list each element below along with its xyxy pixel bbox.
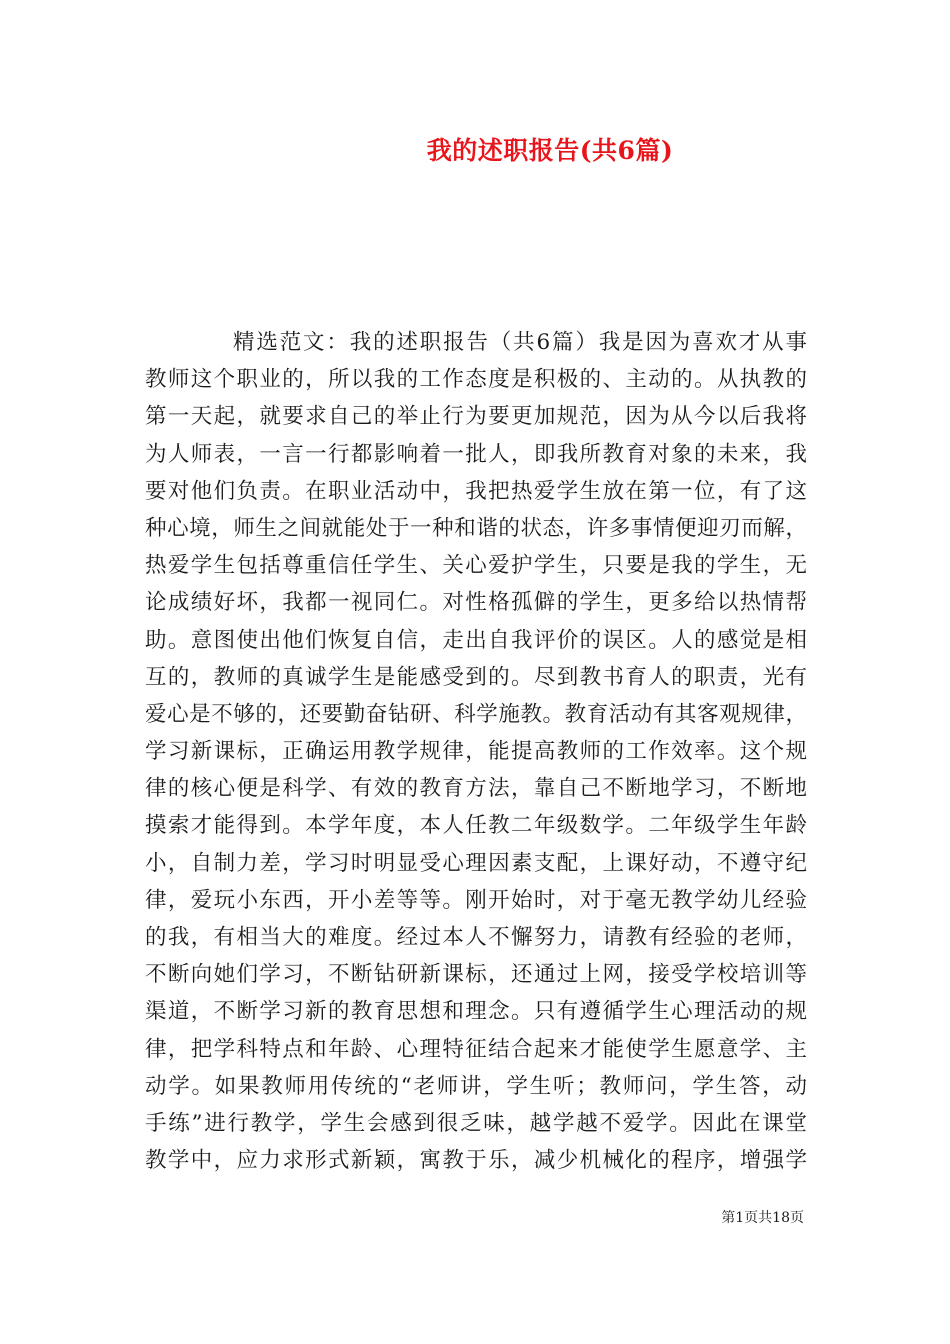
- body-line: 种心境，师生之间就能处于一种和谐的状态，许多事情便迎刃而解，: [145, 515, 807, 541]
- body-line: 热爱学生包括尊重信任学生、关心爱护学生，只要是我的学生，无: [145, 553, 807, 579]
- body-line: 律，爱玩小东西，开小差等等。刚开始时，对于毫无教学幼儿经验: [145, 887, 807, 913]
- body-line: 教师这个职业的，所以我的工作态度是积极的、主动的。从执教的: [145, 367, 807, 393]
- body-line: 精选范文：我的述职报告（共6篇）我是因为喜欢才从事: [233, 330, 807, 355]
- body-line: 摸索才能得到。本学年度，本人任教二年级数学。二年级学生年龄: [145, 813, 807, 839]
- document-title: 我的述职报告(共6篇): [426, 136, 674, 165]
- body-line: 律，把学科特点和年龄、心理特征结合起来才能使学生愿意学、主: [145, 1036, 807, 1062]
- body-line: 律的核心便是科学、有效的教育方法，靠自己不断地学习，不断地: [145, 776, 807, 802]
- body-line: 不断向她们学习，不断钻研新课标，还通过上网，接受学校培训等: [145, 962, 807, 988]
- body-line: 论成绩好坏，我都一视同仁。对性格孤僻的学生，更多给以热情帮: [145, 590, 807, 616]
- body-line: 要对他们负责。在职业活动中，我把热爱学生放在第一位，有了这: [145, 478, 807, 504]
- body-line: 爱心是不够的，还要勤奋钻研、科学施教。教育活动有其客观规律，: [145, 701, 807, 727]
- body-line: 学习新课标，正确运用教学规律，能提高教师的工作效率。这个规: [145, 739, 807, 765]
- body-line: 助。意图使出他们恢复自信，走出自我评价的误区。人的感觉是相: [145, 627, 807, 653]
- body-line: 小，自制力差，学习时明显受心理因素支配，上课好动，不遵守纪: [145, 850, 807, 876]
- body-line: 手练”进行教学，学生会感到很乏味，越学越不爱学。因此在课堂: [145, 1110, 807, 1136]
- body-line: 的我，有相当大的难度。经过本人不懈努力，请教有经验的老师，: [145, 925, 807, 950]
- document-body: [145, 324, 807, 1179]
- body-line: 渠道，不断学习新的教育思想和理念。只有遵循学生心理活动的规: [145, 999, 807, 1025]
- page-number: 第1页共18页: [721, 1210, 804, 1226]
- body-line: 第一天起，就要求自己的举止行为要更加规范，因为从今以后我将: [145, 404, 807, 430]
- body-line: 教学中，应力求形式新颖，寓教于乐，减少机械化的程序，增强学: [145, 1148, 807, 1174]
- body-line: 动学。如果教师用传统的“老师讲，学生听；教师问，学生答，动: [145, 1073, 807, 1099]
- body-line: 为人师表，一言一行都影响着一批人，即我所教育对象的未来，我: [145, 441, 807, 467]
- body-line: 互的，教师的真诚学生是能感受到的。尽到教书育人的职责，光有: [145, 664, 807, 690]
